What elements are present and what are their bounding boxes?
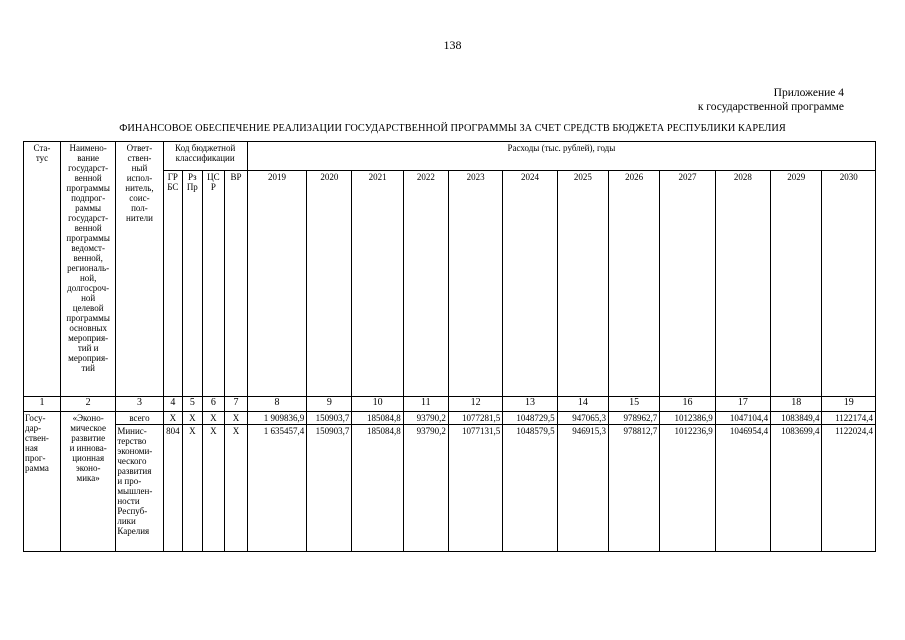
row-value: 185084,8 bbox=[352, 425, 403, 552]
row-vr: X bbox=[225, 425, 248, 552]
row-csr: X bbox=[202, 425, 225, 552]
row-value: 93790,2 bbox=[403, 425, 448, 552]
row-value: 1012386,9 bbox=[660, 412, 715, 425]
program-total-row bbox=[24, 412, 876, 425]
row-value: 1012236,9 bbox=[660, 425, 715, 552]
row-value: 1083849,4 bbox=[771, 412, 822, 425]
column-index-cell: 3 bbox=[116, 397, 163, 412]
row-value: 1047104,4 bbox=[715, 412, 770, 425]
row-value: 150903,7 bbox=[307, 425, 352, 552]
row-rzpr: X bbox=[183, 412, 203, 425]
header-year: 2021 bbox=[352, 171, 403, 397]
header-year: 2024 bbox=[503, 171, 557, 397]
header-year: 2022 bbox=[403, 171, 448, 397]
column-index-cell: 7 bbox=[225, 397, 248, 412]
column-index-cell: 17 bbox=[715, 397, 770, 412]
column-index-cell: 16 bbox=[660, 397, 715, 412]
header-vr: ВР bbox=[225, 171, 248, 397]
header-status: Ста- тус bbox=[24, 142, 61, 397]
header-year: 2028 bbox=[715, 171, 770, 397]
header-expenses: Расходы (тыс. рублей), годы bbox=[247, 142, 875, 171]
row-value: 1048729,5 bbox=[503, 412, 557, 425]
row-value: 1122174,4 bbox=[822, 412, 876, 425]
row-value: 1122024,4 bbox=[822, 425, 876, 552]
header-year: 2029 bbox=[771, 171, 822, 397]
column-index-cell: 13 bbox=[503, 397, 557, 412]
ministry-row bbox=[24, 425, 876, 552]
column-index-cell: 11 bbox=[403, 397, 448, 412]
column-index-cell: 14 bbox=[557, 397, 608, 412]
header-year: 2026 bbox=[608, 171, 659, 397]
column-index-cell: 1 bbox=[24, 397, 61, 412]
column-index-cell: 10 bbox=[352, 397, 403, 412]
row-status: Госу- дар- ствен- ная прог- рамма bbox=[24, 412, 61, 552]
header-year: 2019 bbox=[247, 171, 307, 397]
column-index-cell: 4 bbox=[163, 397, 183, 412]
row-grbs: 804 bbox=[163, 425, 183, 552]
column-index-cell: 6 bbox=[202, 397, 225, 412]
column-index-cell: 2 bbox=[60, 397, 115, 412]
appendix-note bbox=[698, 86, 844, 114]
row-vr: X bbox=[225, 412, 248, 425]
row-value: 1 635457,4 bbox=[247, 425, 307, 552]
header-rzpr: Рз Пр bbox=[183, 171, 203, 397]
row-value: 1083699,4 bbox=[771, 425, 822, 552]
column-index-cell: 12 bbox=[448, 397, 502, 412]
row-value: 1077281,5 bbox=[448, 412, 502, 425]
row-value: 978812,7 bbox=[608, 425, 659, 552]
header-year: 2023 bbox=[448, 171, 502, 397]
row-responsible-ministry: Минис- терство экономи- ческого развития и про- мышлен- ности Респуб- лики Карелия bbox=[116, 425, 163, 552]
appendix-line-1: Приложение 4 bbox=[773, 87, 844, 99]
row-rzpr: X bbox=[183, 425, 203, 552]
header-year: 2027 bbox=[660, 171, 715, 397]
row-responsible-total: всего bbox=[116, 412, 163, 425]
column-index-cell: 8 bbox=[247, 397, 307, 412]
row-value: 946915,3 bbox=[557, 425, 608, 552]
column-index-row bbox=[24, 397, 876, 412]
row-value: 978962,7 bbox=[608, 412, 659, 425]
appendix-line-2: к государственной программе bbox=[697, 101, 844, 113]
row-csr: X bbox=[202, 412, 225, 425]
column-index-cell: 15 bbox=[608, 397, 659, 412]
header-year: 2020 bbox=[307, 171, 352, 397]
header-grbs: ГР БС bbox=[163, 171, 183, 397]
header-responsible: Ответ- ствен- ный испол- нитель, соис- пол- нители bbox=[116, 142, 163, 397]
row-value: 150903,7 bbox=[307, 412, 352, 425]
row-value: 1077131,5 bbox=[448, 425, 502, 552]
header-year: 2025 bbox=[557, 171, 608, 397]
header-row-1 bbox=[24, 142, 876, 171]
document-title: ФИНАНСОВОЕ ОБЕСПЕЧЕНИЕ РЕАЛИЗАЦИИ ГОСУДАРСТВЕННОЙ ПРОГРАММЫ ЗА СЧЕТ СРЕДСТВ БЮДЖЕТА РЕСПУБЛИКИ КАРЕЛИЯ bbox=[119, 123, 786, 134]
row-value: 1 909836,9 bbox=[247, 412, 307, 425]
row-program-name: «Эконо- мическое развитие и иннова- ционная эконо- мика» bbox=[60, 412, 115, 552]
row-value: 1046954,4 bbox=[715, 425, 770, 552]
column-index-cell: 18 bbox=[771, 397, 822, 412]
row-value: 947065,3 bbox=[557, 412, 608, 425]
row-value: 93790,2 bbox=[403, 412, 448, 425]
financing-table bbox=[23, 141, 876, 552]
header-name: Наимено- вание государст- венной программы подпрог- раммы государст- венной программы ведомст- венной, региональ- ной, долгосроч- ной целевой программы основных мероприя- тий и мероприя- тий bbox=[60, 142, 115, 397]
column-index-cell: 19 bbox=[822, 397, 876, 412]
row-grbs: X bbox=[163, 412, 183, 425]
column-index-cell: 9 bbox=[307, 397, 352, 412]
page-number: 138 bbox=[443, 38, 462, 52]
row-value: 185084,8 bbox=[352, 412, 403, 425]
row-value: 1048579,5 bbox=[503, 425, 557, 552]
header-budget-code: Код бюджетной классификации bbox=[163, 142, 247, 171]
column-index-cell: 5 bbox=[183, 397, 203, 412]
header-csr: ЦС Р bbox=[202, 171, 225, 397]
header-year: 2030 bbox=[822, 171, 876, 397]
